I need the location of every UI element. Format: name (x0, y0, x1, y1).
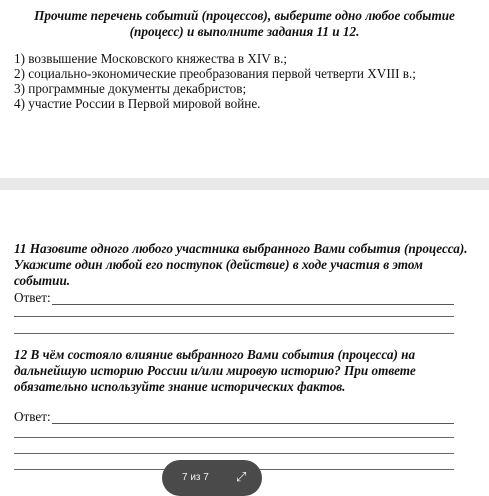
answer-line (52, 411, 454, 424)
task-11-answer (14, 290, 454, 305)
page-indicator[interactable] (162, 460, 262, 496)
list-item: 4) участие России в Первой мировой войне. (14, 96, 261, 111)
answer-line (14, 333, 454, 334)
answer-line (52, 292, 454, 305)
expand-icon[interactable]: ⤢ (236, 469, 247, 484)
task-12-text: 12 В чём состояло влияние выбранного Вами события (процесса) на дальнейшую историю России и/или мировую историю? При ответе обязательно используйте знание исторических фактов. (14, 347, 416, 394)
page-counter: 7 из 7 (182, 472, 209, 483)
answer-label: Ответ: (14, 290, 51, 305)
list-item: 1) возвышение Московского княжества в XIV в.; (14, 51, 288, 66)
list-item: 3) программные документы декабристов; (14, 81, 247, 96)
answer-line (14, 437, 454, 438)
events-list (14, 51, 416, 111)
answer-line (14, 316, 454, 317)
answer-label: Ответ: (14, 409, 51, 424)
answer-line (14, 453, 454, 454)
task-12-answer (14, 409, 454, 424)
section-instruction: Прочите перечень событий (процессов), выберите одно любое событие (процесс) и выполните задания 11 и 12. (34, 8, 455, 39)
list-item: 2) социально-экономические преобразования первой четверти XVIII в.; (14, 66, 416, 81)
page-separator (0, 178, 489, 190)
task-11-text: 11 Назовите одного любого участника выбранного Вами события (процесса). Укажите один любой его поступок (действие) в ходе участия в этом событии. (14, 241, 468, 288)
